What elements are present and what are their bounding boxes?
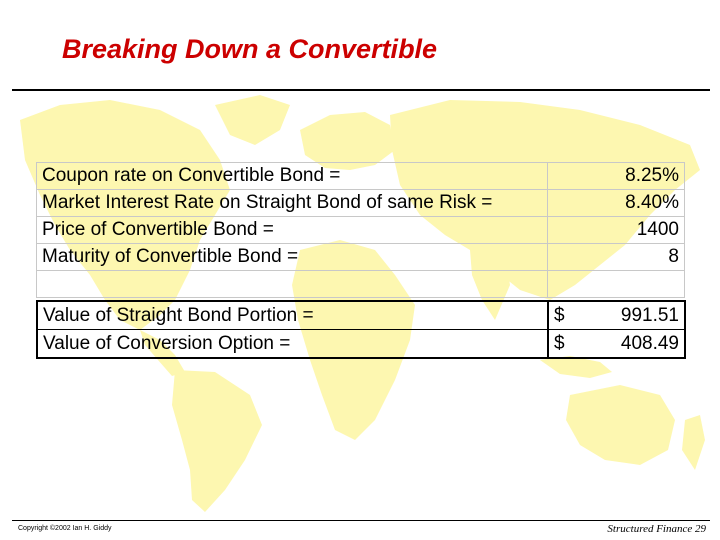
- table-row: [37, 190, 685, 217]
- australia-shape: [566, 385, 675, 465]
- title-divider: [12, 89, 710, 91]
- result-value: 991.51: [620, 304, 679, 326]
- input-value: 8.25%: [548, 163, 685, 190]
- result-value: 408.49: [620, 332, 679, 354]
- table-row: [37, 217, 685, 244]
- currency-symbol: $: [554, 304, 565, 326]
- currency-symbol: $: [554, 332, 565, 354]
- empty-cell: [548, 271, 685, 298]
- copyright-text: Copyright ©2002 Ian H. Giddy: [18, 525, 112, 532]
- input-value: 1400: [548, 217, 685, 244]
- table-row: [37, 301, 685, 330]
- result-label: Value of Straight Bond Portion =: [37, 301, 548, 330]
- south-america-shape: [172, 370, 262, 512]
- table-row: [37, 244, 685, 271]
- result-value-cell: [548, 301, 685, 330]
- inputs-table: [36, 162, 685, 298]
- input-label: Market Interest Rate on Straight Bond of same Risk =: [37, 190, 548, 217]
- table-row-empty: [37, 271, 685, 298]
- empty-cell: [37, 271, 548, 298]
- input-label: Maturity of Convertible Bond =: [37, 244, 548, 271]
- slide-title: Breaking Down a Convertible: [62, 34, 438, 64]
- page-label: Structured Finance 29: [607, 523, 706, 535]
- greenland-shape: [215, 95, 290, 145]
- result-label: Value of Conversion Option =: [37, 330, 548, 359]
- results-table: [36, 300, 686, 359]
- table-row: [37, 163, 685, 190]
- table-row: [37, 330, 685, 359]
- new-zealand-shape: [682, 415, 705, 470]
- indonesia-shape: [540, 356, 612, 378]
- result-value-cell: [548, 330, 685, 359]
- input-value: 8.40%: [548, 190, 685, 217]
- footer-divider: [12, 520, 710, 521]
- input-label: Price of Convertible Bond =: [37, 217, 548, 244]
- input-value: 8: [548, 244, 685, 271]
- input-label: Coupon rate on Convertible Bond =: [37, 163, 548, 190]
